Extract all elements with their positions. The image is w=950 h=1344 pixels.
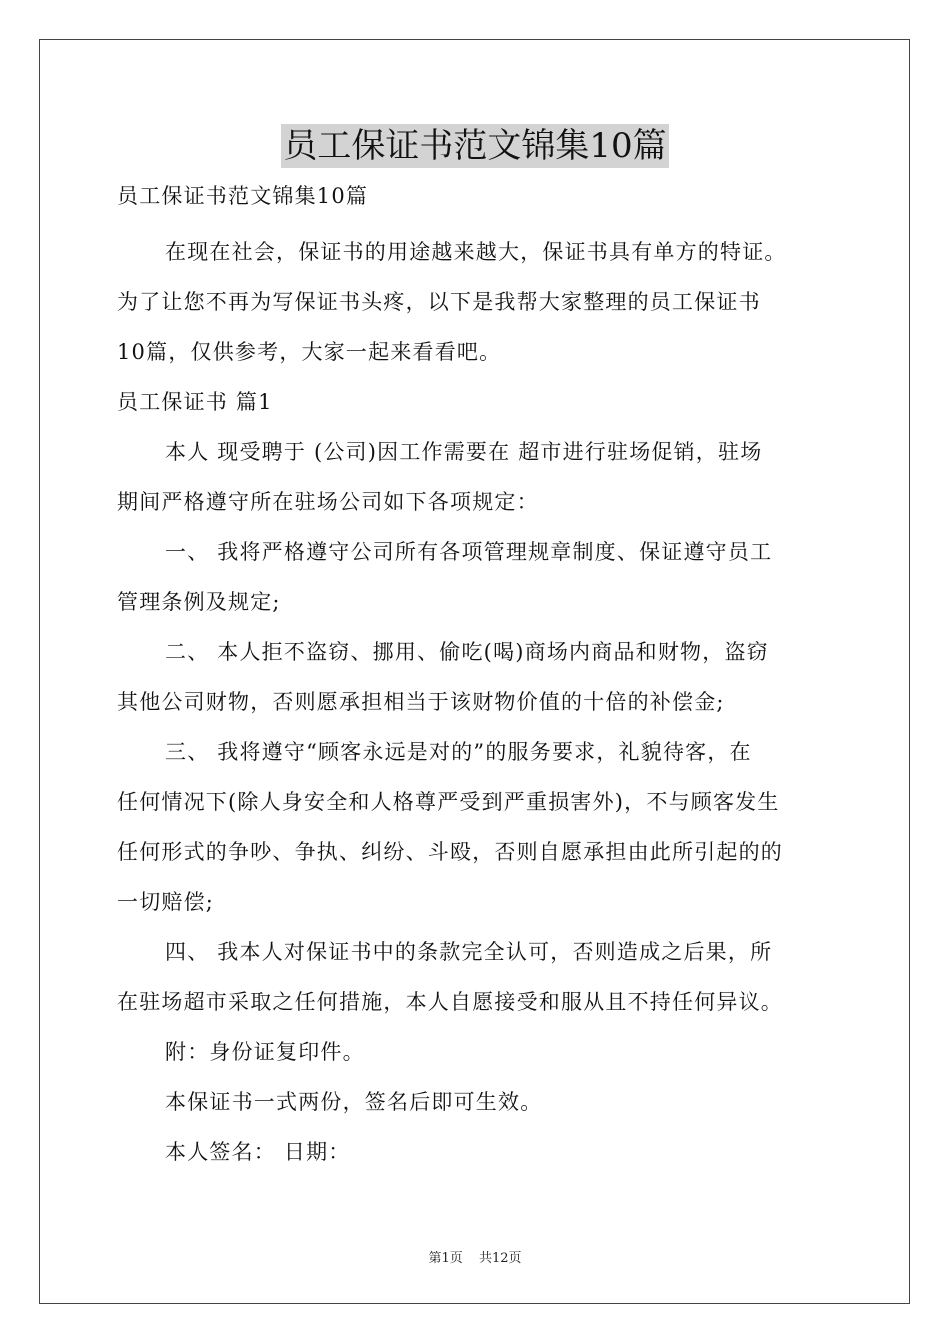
clause-2-line-1: 二、 本人拒不盗窃、挪用、偷吃(喝)商场内商品和财物，盗窃 xyxy=(165,640,769,664)
body-line-2: 期间严格遵守所在驻场公司如下各项规定： xyxy=(117,490,539,514)
clause-3-line-3: 任何形式的争吵、争执、纠纷、斗殴，否则自愿承担由此所引起的的 xyxy=(117,840,783,864)
page-number-current: 第1页 xyxy=(428,1251,463,1266)
attachment-line: 附：身份证复印件。 xyxy=(165,1040,365,1064)
subtitle-line: 员工保证书范文锦集10篇 xyxy=(117,184,369,208)
clause-1-line-2: 管理条例及规定; xyxy=(117,590,281,614)
clause-4-line-1: 四、 我本人对保证书中的条款完全认可，否则造成之后果，所 xyxy=(165,940,773,964)
body-line-1: 本人 现受聘于 (公司)因工作需要在 超市进行驻场促销，驻场 xyxy=(165,440,763,464)
clause-3-line-4: 一切赔偿; xyxy=(117,890,215,914)
title-container xyxy=(0,124,950,168)
validity-line: 本保证书一式两份，签名后即可生效。 xyxy=(165,1090,543,1114)
clause-1-line-1: 一、 我将严格遵守公司所有各项管理规章制度、保证遵守员工 xyxy=(165,540,773,564)
signature-line: 本人签名： 日期： xyxy=(165,1140,351,1164)
clause-4-line-2: 在驻场超市采取之任何措施，本人自愿接受和服从且不持任何异议。 xyxy=(117,990,783,1014)
page-number-total: 共12页 xyxy=(478,1251,522,1266)
intro-line-1: 在现在社会，保证书的用途越来越大，保证书具有单方的特证。 xyxy=(165,240,787,264)
clause-3-line-1: 三、 我将遵守“顾客永远是对的”的服务要求，礼貌待客，在 xyxy=(165,740,752,764)
intro-line-3: 10篇，仅供参考，大家一起来看看吧。 xyxy=(117,340,502,364)
clause-2-line-2: 其他公司财物，否则愿承担相当于该财物价值的十倍的补偿金; xyxy=(117,690,725,714)
document-title: 员工保证书范文锦集10篇 xyxy=(283,126,667,166)
section-heading: 员工保证书 篇1 xyxy=(117,390,273,414)
page-footer xyxy=(0,1247,950,1266)
clause-3-line-2: 任何情况下(除人身安全和人格尊严受到严重损害外)，不与顾客发生 xyxy=(117,790,780,814)
intro-line-2: 为了让您不再为写保证书头疼，以下是我帮大家整理的员工保证书 xyxy=(117,290,761,314)
